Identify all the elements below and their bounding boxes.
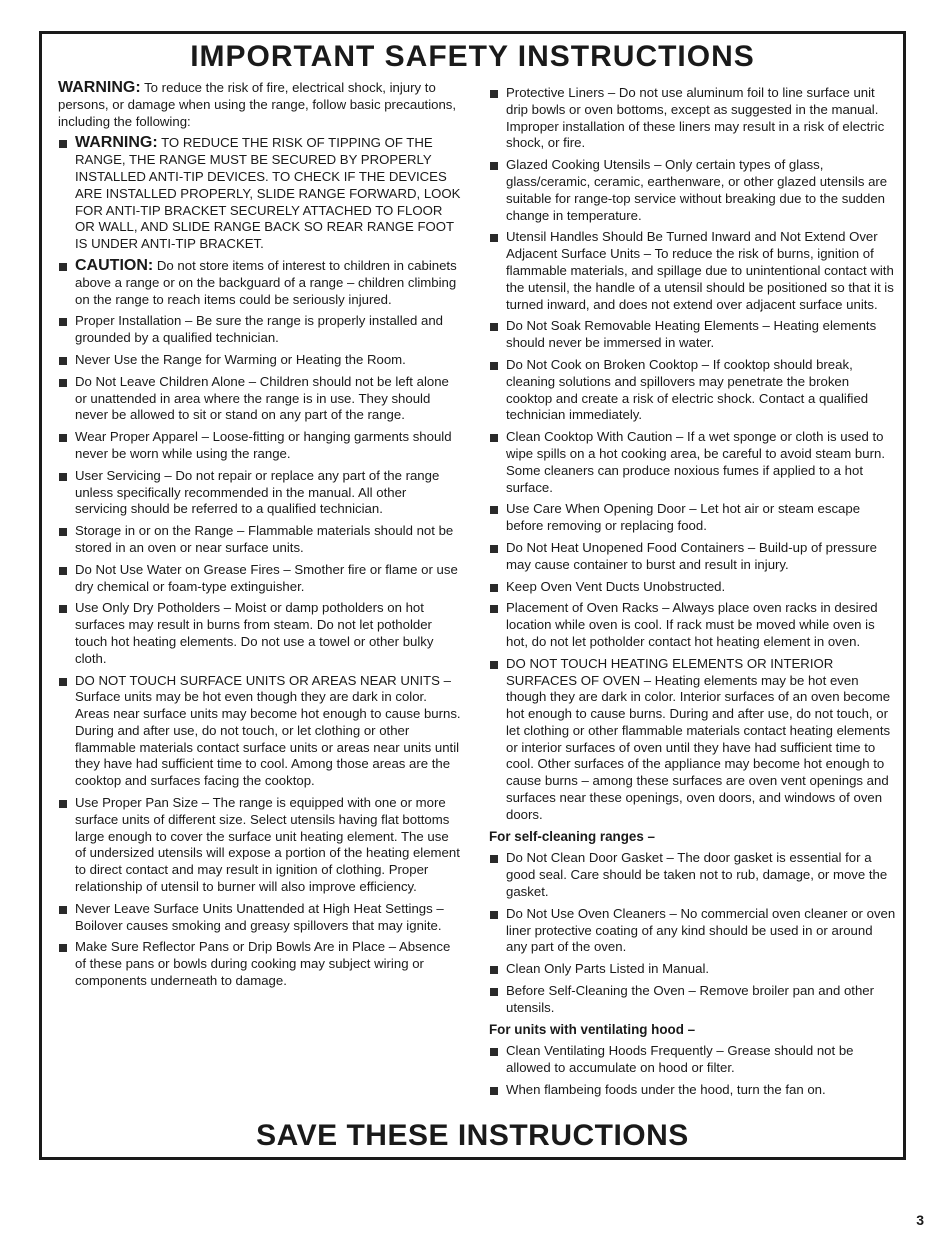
item-text: Use Only Dry Potholders – Moist or damp potholders on hot surfaces may result in burns from steam. Do not let potholder touch hot heating elements. Do not use a towel or other bulky cloth. <box>75 600 434 666</box>
list-item <box>58 600 462 667</box>
item-label: WARNING: <box>75 134 158 152</box>
list-item <box>489 850 897 900</box>
list-item <box>58 313 462 347</box>
item-text: Do Not Leave Children Alone – Children should not be left alone or unattended in area where the range is in use. They should never be allowed to sit or stand on any part of the range. <box>75 373 449 423</box>
item-text: Wear Proper Apparel – Loose-fitting or hanging garments should never be worn while using the range. <box>75 429 452 461</box>
item-text: Protective Liners – Do not use aluminum foil to line surface unit drip bowls or oven bottoms, except as suggested in the manual. Improper installation of these liners may result in a risk of electric shock, or fire. <box>506 85 885 151</box>
item-text: Do Not Heat Unopened Food Containers – Build-up of pressure may cause container to burst and result in injury. <box>506 539 877 572</box>
list-item <box>58 901 462 935</box>
list-item <box>489 318 897 352</box>
intro-warning-text: To reduce the risk of fire, electrical shock, injury to persons, or damage when using the range, follow basic precautions, including the following: <box>58 80 457 129</box>
item-text: Before Self-Cleaning the Oven – Remove broiler pan and other utensils. <box>506 983 875 1015</box>
save-instructions-title: SAVE THESE INSTRUCTIONS <box>256 1119 689 1152</box>
list-item <box>489 85 897 152</box>
list-item <box>58 673 462 791</box>
list-item <box>58 258 462 308</box>
item-text: Clean Cooktop With Caution – If a wet sponge or cloth is used to wipe spills on a hot cooking area, be careful to avoid steam burn. Some cleaners can produce noxious fumes if applied to a hot surface. <box>506 429 885 495</box>
list-item <box>58 795 462 896</box>
item-text: DO NOT TOUCH SURFACE UNITS OR AREAS NEAR UNITS – Surface units may be hot even though they are dark in color. Areas near surface units may become hot enough to cause burns. During and after use, do not touch, or let clothing or other flammable materials contact surface units or areas near units until they have had sufficient time to cool. Among those areas are the cooktop and surfaces facing the cooktop. <box>75 672 461 789</box>
left-column <box>58 80 462 990</box>
right-column <box>489 80 897 1099</box>
safety-frame <box>39 31 906 1160</box>
list-item <box>489 157 897 224</box>
list-item <box>489 906 897 956</box>
page-number: 3 <box>916 1212 924 1228</box>
list-item <box>58 562 462 596</box>
page-title: IMPORTANT SAFETY INSTRUCTIONS <box>190 40 755 73</box>
right-instruction-list <box>489 85 897 824</box>
self-cleaning-list <box>489 850 897 1016</box>
item-label: CAUTION: <box>75 256 154 274</box>
item-text: Clean Only Parts Listed in Manual. <box>506 961 710 977</box>
item-text: Placement of Oven Racks – Always place oven racks in desired location while oven is cool. If rack must be moved while oven is hot, do not let potholder contact hot heating element in oven. <box>506 600 878 649</box>
list-item <box>489 983 897 1017</box>
item-text: Do Not Use Water on Grease Fires – Smother fire or flame or use dry chemical or foam-type extinguisher. <box>75 561 458 594</box>
intro-warning <box>58 80 462 130</box>
intro-warning-label: WARNING: <box>58 79 141 96</box>
item-text: Proper Installation – Be sure the range is properly installed and grounded by a qualified technician. <box>75 313 444 346</box>
item-text: Storage in or on the Range – Flammable materials should not be stored in an oven or near surface units. <box>75 523 454 555</box>
list-item <box>58 135 462 253</box>
item-text: TO REDUCE THE RISK OF TIPPING OF THE RANGE, THE RANGE MUST BE SECURED BY PROPERLY INSTALLED ANTI-TIP DEVICES. TO CHECK IF THE DEVICES ARE INSTALLED PROPERLY, SLIDE RANGE FORWARD, LOOK FOR ANTI-TIP BRACKET SECURELY ATTACHED TO FLOOR OR WALL, AND SLIDE RANGE BACK SO REAR RANGE FOOT IS UNDER ANTI-TIP BRACKET. <box>75 135 461 252</box>
item-text: Do Not Use Oven Cleaners – No commercial oven cleaner or oven liner protective coating of any kind should be used in or around any part of the oven. <box>506 905 896 955</box>
list-item <box>489 540 897 574</box>
item-text: Do not store items of interest to children in cabinets above a range or on the backguard of a range – children climbing on the range to reach items could be seriously injured. <box>75 257 457 307</box>
item-text: Use Care When Opening Door – Let hot air or steam escape before removing or replacing food. <box>506 501 861 534</box>
item-text: Never Use the Range for Warming or Heating the Room. <box>75 351 406 367</box>
item-text: Do Not Clean Door Gasket – The door gasket is essential for a good seal. Care should be taken not to rub, damage, or move the gasket. <box>506 850 888 900</box>
ventilating-hood-heading: For units with ventilating hood – <box>489 1021 696 1037</box>
list-item <box>58 523 462 557</box>
list-item <box>58 374 462 424</box>
list-item <box>58 468 462 518</box>
list-item <box>489 579 897 596</box>
list-item <box>489 1082 897 1099</box>
ventilating-hood-list <box>489 1043 897 1098</box>
item-text: Make Sure Reflector Pans or Drip Bowls Are in Place – Absence of these pans or bowls during cooking may subject wiring or components underneath to damage. <box>75 939 451 989</box>
item-text: Utensil Handles Should Be Turned Inward and Not Extend Over Adjacent Surface Units – To reduce the risk of burns, ignition of flammable materials, and spillage due to unintentional contact with the utensil, the handle of a utensil should be positioned so that it is turned inward, and does not extend over adjacent surface units. <box>506 229 894 312</box>
self-cleaning-heading: For self-cleaning ranges – <box>489 828 655 844</box>
item-text: Do Not Soak Removable Heating Elements – Heating elements should never be immersed in water. <box>506 318 877 351</box>
item-text: Do Not Cook on Broken Cooktop – If cooktop should break, cleaning solutions and spillovers may penetrate the broken cooktop and create a risk of electric shock. Contact a qualified technician immediately. <box>506 356 869 423</box>
list-item <box>489 429 897 496</box>
list-item <box>489 229 897 313</box>
list-item <box>489 961 897 978</box>
list-item <box>58 429 462 463</box>
item-text: DO NOT TOUCH HEATING ELEMENTS OR INTERIOR SURFACES OF OVEN – Heating elements may be hot even though they are dark in color. Interior surfaces of an oven become hot enough to cause burns. During and after use, do not touch, or let clothing or other flammable materials contact heating elements or interior surfaces of oven until they have had sufficient time to cool. Other surfaces of the appliance may become hot enough to cause burns – among these surfaces are oven vent openings and surfaces near these openings, oven doors, and windows of oven doors. <box>506 655 891 822</box>
left-instruction-list <box>58 135 462 989</box>
item-text: Use Proper Pan Size – The range is equipped with one or more surface units of different size. Select utensils having flat bottoms large enough to cover the surface unit heating element. The use of undersized utensils will expose a portion of the heating element to direct contact and may result in ignition of clothing. Proper relationship of utensil to burner will also improve efficiency. <box>75 795 460 895</box>
list-item <box>489 600 897 650</box>
list-item <box>58 352 462 369</box>
item-text: Never Leave Surface Units Unattended at High Heat Settings – Boilover causes smoking and greasy spillovers that may ignite. <box>75 900 444 933</box>
item-text: Keep Oven Vent Ducts Unobstructed. <box>506 578 726 594</box>
item-text: User Servicing – Do not repair or replace any part of the range unless specifically recommended in the manual. All other servicing should be referred to a qualified technician. <box>75 467 440 517</box>
list-item <box>58 939 462 989</box>
list-item <box>489 357 897 424</box>
list-item <box>489 656 897 824</box>
item-text: Glazed Cooking Utensils – Only certain types of glass, glass/ceramic, ceramic, earthenware, or other glazed utensils are suitable for range-top service without breaking due to the sudden change in temperature. <box>506 157 888 223</box>
item-text: When flambeing foods under the hood, turn the fan on. <box>506 1082 826 1098</box>
item-text: Clean Ventilating Hoods Frequently – Grease should not be allowed to accumulate on hood or filter. <box>506 1043 854 1076</box>
list-item <box>489 501 897 535</box>
list-item <box>489 1043 897 1077</box>
